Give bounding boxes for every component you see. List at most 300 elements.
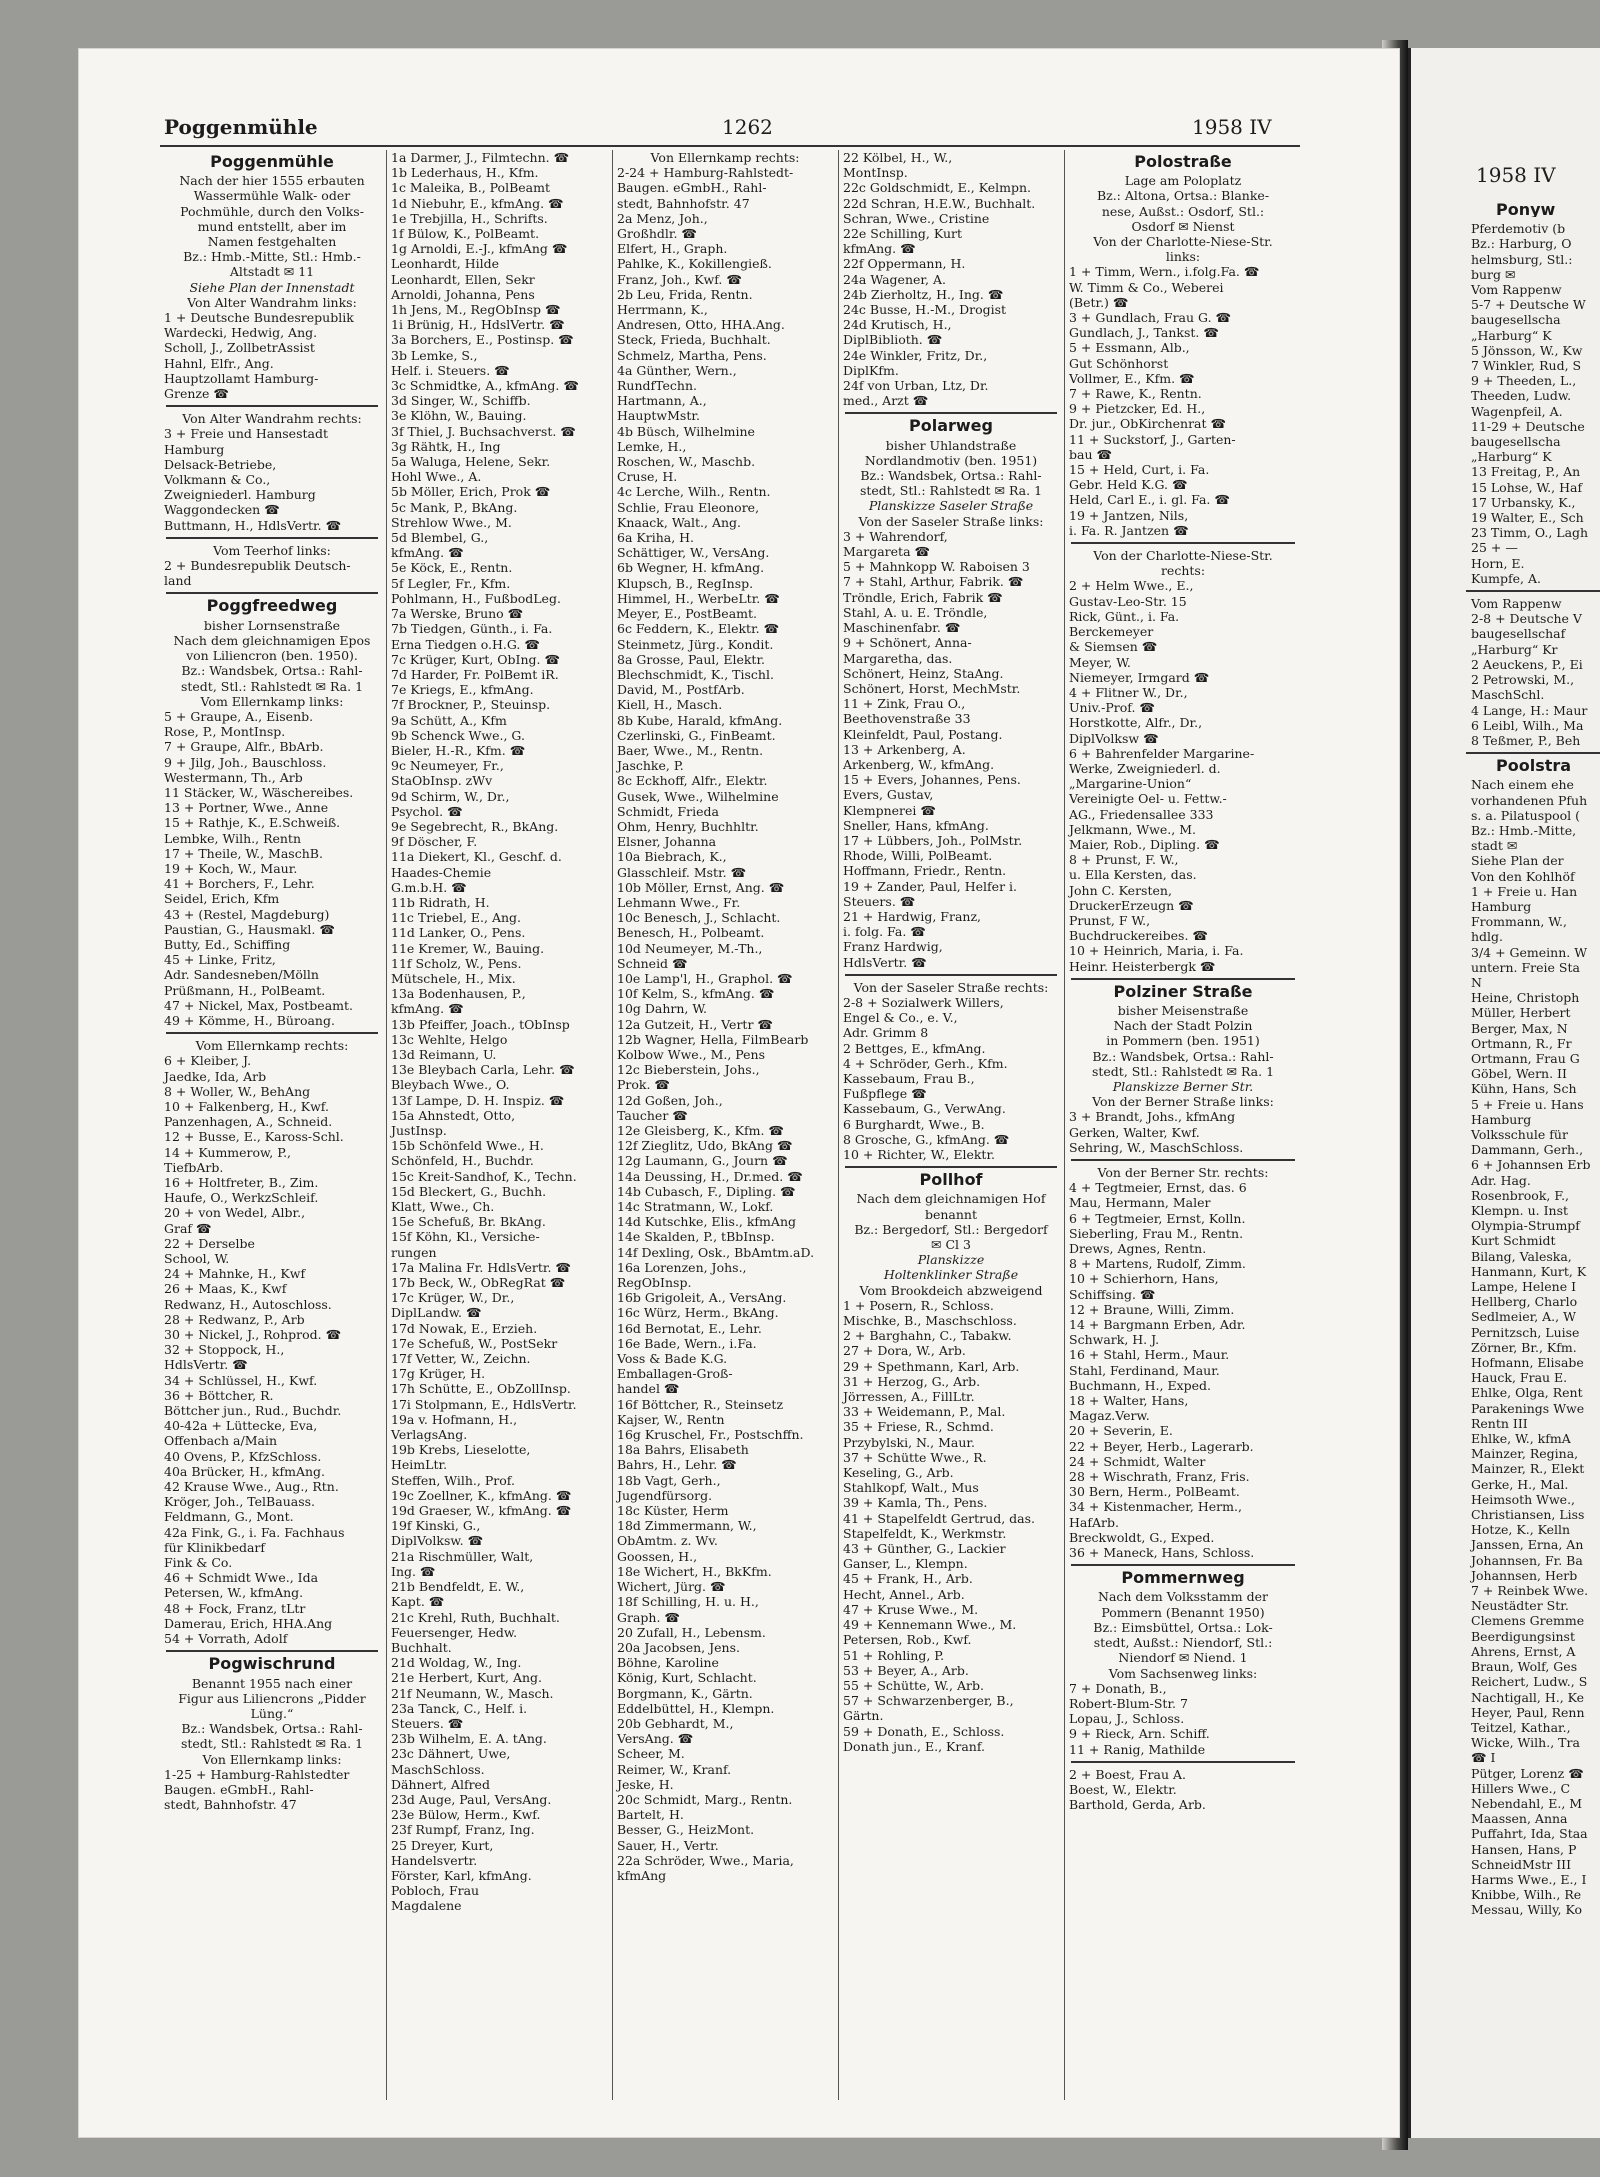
resident-entry: Gundlach, J., Tankst. ☎ <box>1069 325 1219 341</box>
street-note: bisher Uhlandstraße <box>885 437 1017 453</box>
resident-entry: Meyer, E., PostBeamt. <box>617 606 758 622</box>
resident-entry: Kiell, H., Masch. <box>617 697 723 713</box>
resident-entry: 28 + Redwanz, P., Arb <box>164 1311 305 1327</box>
resident-entry: 9 + Theeden, L., <box>1471 373 1577 389</box>
resident-entry: 1 + Timm, Wern., i.folg.Fa. ☎ <box>1069 264 1260 280</box>
resident-entry: W. Timm & Co., Weberei <box>1069 279 1224 295</box>
resident-entry: Adr. Grimm 8 <box>843 1025 929 1041</box>
resident-entry: 17 Urbansky, K., <box>1471 494 1576 510</box>
resident-entry: 1c Maleika, B., PolBeamt <box>391 180 550 196</box>
resident-entry: 15 + Rathje, K., E.Schweiß. <box>164 815 341 831</box>
resident-entry: 45 + Linke, Fritz, <box>164 952 276 968</box>
resident-entry: 23 Timm, O., Lagh <box>1471 525 1589 541</box>
resident-entry: Hahnl, Elfr., Ang. <box>164 355 274 371</box>
resident-entry: Blechschmidt, K., Tischl. <box>617 666 774 682</box>
resident-entry: 16f Böttcher, R., Steinsetz <box>617 1396 784 1412</box>
resident-entry: Schneid ☎ <box>617 955 688 971</box>
resident-entry: N <box>1471 974 1482 990</box>
resident-entry: Janssen, Erna, An <box>1471 1537 1584 1553</box>
resident-entry: Besser, G., HeizMont. <box>617 1822 755 1838</box>
resident-entry: Feldmann, G., Mont. <box>164 1509 294 1525</box>
resident-entry: 1g Arnoldi, E.-J., kfmAng ☎ <box>391 241 568 257</box>
resident-entry: 46 + Schmidt Wwe., Ida <box>164 1570 319 1586</box>
resident-entry: „Harburg“ K <box>1471 327 1552 343</box>
resident-entry: 24a Wagener, A. <box>843 271 946 287</box>
resident-entry: Harms Wwe., E., I <box>1471 1871 1587 1887</box>
resident-entry: 7 + Reinbek Wwe. <box>1471 1583 1589 1599</box>
resident-entry: Puffahrt, Ida, Staa <box>1471 1826 1588 1842</box>
resident-entry: HdlsVertr. ☎ <box>164 1357 248 1373</box>
resident-entry: 8 + Prunst, F. W., <box>1069 852 1179 868</box>
resident-entry: Wichert, Jürg. ☎ <box>617 1579 726 1595</box>
resident-entry: 21e Herbert, Kurt, Ang. <box>391 1670 543 1686</box>
resident-entry: Johannsen, Fr. Ba <box>1471 1552 1583 1568</box>
resident-entry: Engel & Co., e. V., <box>843 1010 958 1026</box>
street-note: Von Alter Wandrahm rechts: <box>182 411 362 427</box>
resident-entry: Seidel, Erich, Kfm <box>164 891 280 907</box>
resident-entry: 15 + Evers, Johannes, Pens. <box>843 772 1021 788</box>
resident-entry: „Harburg“ Kr <box>1471 641 1558 657</box>
plan-reference: Planskizze Saseler Straße <box>868 498 1034 514</box>
resident-entry: Wagenpfeil, A. <box>1471 403 1563 419</box>
resident-entry: 7f Brockner, P., Steuinsp. <box>391 697 551 713</box>
resident-entry: Roschen, W., Maschb. <box>617 454 756 470</box>
resident-entry: 28 + Wischrath, Franz, Fris. <box>1069 1469 1250 1485</box>
resident-entry: 5c Mank, P., BkAng. <box>391 499 518 515</box>
street-note: Vom Brookdeich abzweigend <box>859 1282 1043 1298</box>
resident-entry: Baugen. eGmbH., Rahl- <box>164 1781 314 1797</box>
resident-entry: Himmel, H., WerbeLtr. ☎ <box>617 590 780 606</box>
resident-entry: 5 + Freie u. Hans <box>1471 1096 1584 1112</box>
resident-entry: untern. Freie Sta <box>1471 959 1580 975</box>
header-page-number: 1262 <box>722 115 773 139</box>
resident-entry: Volksschule für <box>1471 1126 1568 1142</box>
resident-entry: Ehlke, W., kfmA <box>1471 1431 1571 1447</box>
resident-entry: Ing. ☎ <box>391 1563 436 1579</box>
resident-entry: Bartelt, H. <box>617 1807 684 1823</box>
resident-entry: Horn, E. <box>1471 555 1525 571</box>
resident-entry: Fink & Co. <box>164 1555 233 1571</box>
facing-page <box>1408 48 1600 2138</box>
resident-entry: DruckerErzeugn ☎ <box>1069 897 1194 913</box>
resident-entry: Steinmetz, Jürg., Kondit. <box>617 636 774 652</box>
resident-entry: 24d Krutisch, H., <box>843 317 952 333</box>
resident-entry: Przybylski, N., Maur. <box>843 1434 975 1450</box>
resident-entry: Prok. ☎ <box>617 1077 671 1093</box>
resident-entry: Großhdlr. ☎ <box>617 226 698 242</box>
resident-entry: 36 + Maneck, Hans, Schloss. <box>1069 1545 1255 1561</box>
resident-entry: 3f Thiel, J. Buchsachverst. ☎ <box>391 423 576 439</box>
resident-entry: Ehlke, Olga, Rent <box>1471 1385 1583 1401</box>
resident-entry: 20c Schmidt, Marg., Rentn. <box>617 1791 793 1807</box>
resident-entry: 7 + Stahl, Arthur, Fabrik. ☎ <box>843 574 1024 590</box>
resident-entry: 19 Walter, E., Sch <box>1471 510 1584 526</box>
resident-entry: Grenze ☎ <box>164 386 229 402</box>
resident-entry: 5a Waluga, Helene, Sekr. <box>391 454 551 470</box>
resident-entry: Horstkotte, Alfr., Dr., <box>1069 715 1203 731</box>
column-5 <box>1064 150 1301 2100</box>
resident-entry: 9f Döscher, F. <box>391 834 478 850</box>
resident-entry: Herrmann, K., <box>617 302 708 318</box>
resident-entry: 9e Segebrecht, R., BkAng. <box>391 818 559 834</box>
resident-entry: 15f Köhn, Kl., Versiche- <box>391 1229 540 1245</box>
resident-entry: Damerau, Erich, HHA.Ang <box>164 1615 333 1631</box>
section-divider <box>845 974 1057 976</box>
resident-entry: Donath jun., E., Kranf. <box>843 1738 986 1754</box>
resident-entry: Univ.-Prof. ☎ <box>1069 700 1155 716</box>
resident-entry: Böttcher jun., Rud., Buchdr. <box>164 1403 342 1419</box>
resident-entry: 22e Schilling, Kurt <box>843 226 962 242</box>
resident-entry: Drews, Agnes, Rentn. <box>1069 1241 1207 1257</box>
resident-entry: Steck, Frieda, Buchhalt. <box>617 332 771 348</box>
resident-entry: Haades-Chemie <box>391 864 492 880</box>
resident-entry: 5d Blembel, G., <box>391 530 489 546</box>
street-note: Von der Charlotte-Niese-Str. <box>1093 234 1273 250</box>
resident-entry: 10f Kelm, S., kfmAng. ☎ <box>617 986 775 1002</box>
resident-entry: 30 + Nickel, J., Rohprod. ☎ <box>164 1327 342 1343</box>
street-note: Von der Charlotte-Niese-Str. <box>1093 548 1273 564</box>
resident-entry: 19a v. Hofmann, H., <box>391 1411 518 1427</box>
resident-entry: 5 + Mahnkopp W. Raboisen 3 <box>843 559 1030 575</box>
resident-entry: 13 + Portner, Wwe., Anne <box>164 800 329 816</box>
resident-entry: Mütschele, H., Mix. <box>391 970 516 986</box>
resident-entry: 2-24 + Hamburg-Rahlstedt- <box>617 165 794 181</box>
resident-entry: Bahrs, H., Lehr. ☎ <box>617 1457 737 1473</box>
resident-entry: Neustädter Str. <box>1471 1598 1569 1614</box>
resident-entry: HdlsVertr. ☎ <box>843 954 927 970</box>
resident-entry: Rhode, Willi, PolBeamt. <box>843 848 993 864</box>
resident-entry: HeimLtr. <box>391 1457 448 1473</box>
resident-entry: 2 + Helm Wwe., E., <box>1069 578 1194 594</box>
street-note: Wassermühle Walk- oder <box>193 188 351 204</box>
resident-entry: Klempnerei ☎ <box>843 802 936 818</box>
resident-entry: Haufe, O., WerkzSchleif. <box>164 1190 319 1206</box>
resident-entry: 14f Dexling, Osk., BbAmtm.aD. <box>617 1244 815 1260</box>
resident-entry: 10b Möller, Ernst, Ang. ☎ <box>617 879 785 895</box>
resident-entry: 7e Kriegs, E., kfmAng. <box>391 682 534 698</box>
resident-entry: 18 + Walter, Hans, <box>1069 1393 1189 1409</box>
resident-entry: Ortmann, R., Fr <box>1471 1035 1572 1051</box>
street-note: Figur aus Liliencrons „Pidder <box>178 1690 366 1706</box>
resident-entry: Olympia-Strumpf <box>1471 1218 1580 1234</box>
resident-entry: Scheer, M. <box>617 1746 685 1762</box>
resident-entry: 24b Zierholtz, H., Ing. ☎ <box>843 286 1004 302</box>
resident-entry: Bilang, Valeska, <box>1471 1248 1572 1264</box>
street-note: stedt, Stl.: Rahlstedt ✉ Ra. 1 <box>859 483 1043 499</box>
resident-entry: i. folg. Fa. ☎ <box>843 924 926 940</box>
resident-entry: 1f Bülow, K., PolBeamt. <box>391 226 540 242</box>
resident-entry: 1d Niebuhr, E., kfmAng. ☎ <box>391 195 564 211</box>
resident-entry: Gusek, Wwe., Wilhelmine <box>617 788 779 804</box>
resident-entry: Steuers. ☎ <box>391 1715 464 1731</box>
street-note: Von der Berner Str. rechts: <box>1097 1165 1269 1180</box>
resident-entry: School, W. <box>164 1251 230 1267</box>
street-heading: Poolstra <box>1496 758 1572 774</box>
resident-entry: 10 + Schierhorn, Hans, <box>1069 1271 1219 1287</box>
section-divider <box>166 1032 378 1034</box>
resident-entry: 11 + Suckstorf, J., Garten- <box>1069 431 1236 447</box>
resident-entry: 16b Grigoleit, A., VersAng. <box>617 1290 787 1306</box>
resident-entry: Adr. Sandesneben/Mölln <box>164 967 319 983</box>
resident-entry: 18f Schilling, H. u. H., <box>617 1594 759 1610</box>
resident-entry: Kapt. ☎ <box>391 1594 445 1610</box>
resident-entry: 7b Tiedgen, Günth., i. Fa. <box>391 621 553 637</box>
resident-entry: Hohl Wwe., A. <box>391 469 482 485</box>
resident-entry: 12b Wagner, Hella, FilmBearb <box>617 1031 809 1047</box>
resident-entry: Hofmann, Elisabe <box>1471 1355 1584 1371</box>
resident-entry: 14a Deussing, H., Dr.med. ☎ <box>617 1168 803 1184</box>
resident-entry: Schwark, H. J. <box>1069 1332 1160 1348</box>
section-divider <box>845 412 1057 414</box>
section-divider <box>1071 1761 1295 1763</box>
resident-entry: Gerken, Walter, Kwf. <box>1069 1124 1200 1140</box>
resident-entry: Baugen. eGmbH., Rahl- <box>617 180 767 196</box>
resident-entry: 9d Schirm, W., Dr., <box>391 788 510 804</box>
resident-entry: DiplLandw. ☎ <box>391 1305 482 1321</box>
resident-entry: 35 + Friese, R., Schmd. <box>843 1419 994 1435</box>
resident-entry: 14b Cubasch, F., Dipling. ☎ <box>617 1183 796 1199</box>
resident-entry: Steuers. ☎ <box>843 893 916 909</box>
resident-entry: 13 Freitag, P., An <box>1471 464 1581 480</box>
resident-entry: Messau, Willy, Ko <box>1471 1902 1582 1918</box>
plan-reference: Planskizze <box>917 1252 985 1268</box>
resident-entry: (Betr.) ☎ <box>1069 294 1129 310</box>
resident-entry: Schran, Wwe., Cristine <box>843 210 990 226</box>
resident-entry: Ahrens, Ernst, A <box>1471 1643 1576 1659</box>
street-note: Vom Ellernkamp links: <box>200 693 344 709</box>
resident-entry: 19 + Zander, Paul, Helfer i. <box>843 878 1017 894</box>
resident-entry: 22a Schröder, Wwe., Maria, <box>617 1852 794 1868</box>
resident-entry: 7 + Graupe, Alfr., BbArb. <box>164 739 324 755</box>
resident-entry: Ortmann, Frau G <box>1471 1050 1580 1066</box>
street-note: stedt, Stl.: Rahlstedt ✉ Ra. 1 <box>180 678 364 694</box>
resident-entry: 2 Aeuckens, P., Ei <box>1471 656 1583 672</box>
resident-entry: 20 + von Wedel, Albr., <box>164 1205 306 1221</box>
resident-entry: 5e Köck, E., Rentn. <box>391 560 513 576</box>
resident-entry: Margareta ☎ <box>843 544 931 560</box>
resident-entry: „Harburg“ K <box>1471 449 1552 465</box>
resident-entry: Ganser, L., Klempn. <box>843 1556 968 1572</box>
section-divider <box>1071 542 1295 544</box>
resident-entry: 17c Krüger, W., Dr., <box>391 1290 515 1306</box>
resident-entry: 15 Lohse, W., Haf <box>1471 479 1583 495</box>
resident-entry: 9a Schütt, A., Kfm <box>391 712 507 728</box>
resident-entry: 12 + Busse, E., Kaross-Schl. <box>164 1129 344 1145</box>
resident-entry: DiplKfm. <box>843 362 899 378</box>
resident-entry: Buchmann, H., Exped. <box>1069 1377 1212 1393</box>
resident-entry: 6 + Johannsen Erb <box>1471 1157 1591 1173</box>
resident-entry: Ohm, Henry, Buchhltr. <box>617 818 759 834</box>
resident-entry: 7 + Rawe, K., Rentn. <box>1069 386 1202 402</box>
resident-entry: Förster, Karl, kfmAng. <box>391 1867 532 1883</box>
resident-entry: 11a Diekert, Kl., Geschf. d. <box>391 849 562 865</box>
resident-entry: Nach einem ehe <box>1471 777 1574 793</box>
resident-entry: Magdalene <box>391 1898 462 1914</box>
resident-entry: 36 + Böttcher, R. <box>164 1387 274 1403</box>
resident-entry: Hansen, Hans, P <box>1471 1841 1577 1857</box>
resident-entry: 12c Bieberstein, Johs., <box>617 1062 760 1078</box>
resident-entry: 16a Lorenzen, Johs., <box>617 1259 747 1275</box>
resident-entry: Lembke, Wilh., Rentn <box>164 830 301 846</box>
section-divider <box>166 1650 378 1652</box>
resident-entry: Knibbe, Wilh., Re <box>1471 1887 1582 1903</box>
resident-entry: 18d Zimmermann, W., <box>617 1518 757 1534</box>
resident-entry: 17e Schefuß, W., PostSekr <box>391 1335 558 1351</box>
resident-entry: 10e Lamp'l, H., Graphol. ☎ <box>617 970 793 986</box>
resident-entry: 8c Eckhoff, Alfr., Elektr. <box>617 773 768 789</box>
resident-entry: 15c Kreit-Sandhof, K., Techn. <box>391 1168 577 1184</box>
resident-entry: Tröndle, Erich, Fabrik ☎ <box>843 589 1003 605</box>
resident-entry: 24 + Mahnke, H., Kwf <box>164 1266 306 1282</box>
resident-entry: handel ☎ <box>617 1381 680 1397</box>
resident-entry: Hauck, Frau E. <box>1471 1370 1568 1386</box>
resident-entry: 5b Möller, Erich, Prok ☎ <box>391 484 551 500</box>
resident-entry: Margaretha, das. <box>843 650 953 666</box>
resident-entry: 19f Kinski, G., <box>391 1518 481 1534</box>
street-note: Von der Saseler Straße links: <box>858 513 1044 529</box>
resident-entry: 2-8 + Deutsche V <box>1471 611 1582 627</box>
resident-entry: 6c Feddern, K., Elektr. ☎ <box>617 621 780 637</box>
resident-entry: Kröger, Joh., TelBauass. <box>164 1494 316 1510</box>
resident-entry: Mainzer, R., Elekt <box>1471 1461 1585 1477</box>
resident-entry: MontInsp. <box>843 165 908 181</box>
resident-entry: Hamburg <box>164 441 225 457</box>
resident-entry: 22 Kölbel, H., W., <box>843 150 953 165</box>
resident-entry: 17h Schütte, E., ObZollInsp. <box>391 1381 571 1397</box>
street-heading: Pogwischrund <box>208 1656 336 1674</box>
resident-entry: 34 + Schlüssel, H., Kwf. <box>164 1372 318 1388</box>
plan-reference: Holtenklinker Straße <box>883 1267 1019 1283</box>
section-divider <box>166 592 378 594</box>
resident-entry: Kassebaum, Frau B., <box>843 1070 975 1086</box>
street-note: Von der Berner Straße links: <box>1092 1094 1274 1110</box>
resident-entry: Kolbow Wwe., M., Pens <box>617 1046 766 1062</box>
resident-entry: Klatt, Wwe., Ch. <box>391 1199 495 1215</box>
resident-entry: u. Ella Kersten, das. <box>1069 867 1197 883</box>
resident-entry: Buchhalt. <box>391 1639 452 1655</box>
resident-entry: 2 Petrowski, M., <box>1471 672 1575 688</box>
resident-entry: 10d Neumeyer, M.-Th., <box>617 940 763 956</box>
resident-entry: 41 + Stapelfeldt Gertrud, das. <box>843 1510 1035 1526</box>
resident-entry: 4b Büsch, Wilhelmine <box>617 423 755 439</box>
resident-entry: 8 Grosche, G., kfmAng. ☎ <box>843 1131 1010 1147</box>
resident-entry: 59 + Donath, E., Schloss. <box>843 1723 1005 1739</box>
resident-entry: Maschinenfabr. ☎ <box>843 620 961 636</box>
street-heading: Polarweg <box>909 418 993 436</box>
resident-entry: Werke, Zweigniederl. d. <box>1069 760 1221 776</box>
resident-entry: 2 + Boest, Frau A. <box>1069 1766 1186 1782</box>
resident-entry: Schättiger, W., VersAng. <box>617 545 770 561</box>
resident-entry: Schönfeld, H., Buchdr. <box>391 1153 534 1169</box>
resident-entry: 48 + Fock, Franz, tLtr <box>164 1600 306 1616</box>
street-note: nese, Außst.: Osdorf, Stl.: <box>1101 203 1265 219</box>
resident-entry: JustInsp. <box>391 1123 447 1138</box>
resident-entry: Vom Rappenw <box>1471 282 1562 298</box>
resident-entry: 13c Wehlte, Helgo <box>391 1031 508 1047</box>
resident-entry: Jaedke, Ida, Arb <box>164 1068 267 1084</box>
street-note: Bz.: Bergedorf, Stl.: Bergedorf <box>854 1221 1048 1237</box>
resident-entry: Pernitzsch, Luise <box>1471 1324 1580 1340</box>
resident-entry: Scholl, J., ZollbetrAssist <box>164 340 315 356</box>
resident-entry: Schönert, Heinz, StaAng. <box>843 665 1004 681</box>
resident-entry: 5 Jönsson, W., Kw <box>1471 342 1583 358</box>
street-note: rechts: <box>1160 563 1206 579</box>
column-2 <box>386 150 611 2100</box>
resident-entry: Borgmann, K., Gärtn. <box>617 1685 753 1701</box>
street-note: Benannt 1955 nach einer <box>191 1675 353 1691</box>
resident-entry: 5 + Essmann, Alb., <box>1069 340 1190 356</box>
street-note: Altstadt ✉ 11 <box>229 264 315 280</box>
street-note: Niendorf ✉ Niend. 1 <box>1118 1650 1248 1666</box>
resident-entry: 13b Pfeiffer, Joach., tObInsp <box>391 1016 570 1032</box>
street-note: stedt, Außst.: Niendorf, Stl.: <box>1093 1635 1273 1651</box>
resident-entry: bau ☎ <box>1069 446 1113 462</box>
resident-entry: Psychol. ☎ <box>391 803 463 819</box>
street-note: Osdorf ✉ Nienst <box>1131 218 1235 234</box>
resident-entry: 10g Dahrn, W. <box>617 1001 708 1017</box>
resident-entry: 1i Brünig, H., HdslVertr. ☎ <box>391 317 565 333</box>
resident-entry: Gerke, H., Mal. <box>1471 1476 1569 1492</box>
resident-entry: SchneidMstr III <box>1471 1856 1572 1872</box>
street-note: Nordlandmotiv (ben. 1951) <box>864 452 1038 468</box>
resident-entry: 16c Würz, Herm., BkAng. <box>617 1305 779 1321</box>
resident-entry: 6b Wegner, H. kfmAng. <box>617 560 765 576</box>
street-note: Bz.: Altona, Ortsa.: Blanke- <box>1096 188 1270 204</box>
resident-entry: Vereinigte Oel- u. Fettw.- <box>1069 791 1227 807</box>
resident-entry: Lemke, H., <box>617 438 687 454</box>
resident-entry: Niemeyer, Irmgard ☎ <box>1069 669 1210 685</box>
resident-entry: 16e Bade, Wern., i.Fa. <box>617 1335 757 1351</box>
resident-entry: Braun, Wolf, Ges <box>1471 1659 1578 1675</box>
resident-entry: baugesellscha <box>1471 434 1561 450</box>
resident-entry: 42 Krause Wwe., Aug., Rtn. <box>164 1479 339 1495</box>
resident-entry: 55 + Schütte, W., Arb. <box>843 1677 984 1693</box>
resident-entry: 14d Kutschke, Elis., kfmAng <box>617 1214 796 1230</box>
resident-entry: stadt ✉ <box>1471 838 1518 854</box>
resident-entry: 11 Stäcker, W., Wäschereibes. <box>164 784 354 800</box>
resident-entry: 33 + Weidemann, P., Mal. <box>843 1404 1006 1420</box>
resident-entry: 17 + Theile, W., MaschB. <box>164 845 323 861</box>
resident-entry: 27 + Dora, W., Arb. <box>843 1343 966 1359</box>
resident-entry: 11b Ridrath, H. <box>391 894 490 910</box>
resident-entry: Schönert, Horst, MechMstr. <box>843 680 1021 696</box>
resident-entry: MaschSchloss. <box>391 1761 485 1777</box>
resident-entry: Wardecki, Hedwig, Ang. <box>164 325 318 341</box>
resident-entry: Hillers Wwe., C <box>1471 1780 1571 1796</box>
street-note: bisher Lornsenstraße <box>203 617 341 633</box>
resident-entry: 3b Lemke, S., <box>391 347 478 363</box>
resident-entry: DiplBiblioth. ☎ <box>843 332 943 348</box>
facing-page-column <box>1411 198 1600 1918</box>
resident-entry: 18e Wichert, H., BkKfm. <box>617 1563 772 1579</box>
resident-entry: 6a Kriha, H. <box>617 530 695 546</box>
resident-entry: 42a Fink, G., i. Fa. Fachhaus <box>164 1524 345 1540</box>
running-header <box>82 115 1322 141</box>
resident-entry: Theeden, Ludw. <box>1471 388 1572 404</box>
resident-entry: Teitzel, Kathar., <box>1471 1719 1571 1735</box>
resident-entry: 34 + Kistenmacher, Herm., <box>1069 1499 1242 1515</box>
resident-entry: 16 + Holtfreter, B., Zim. <box>164 1175 319 1190</box>
section-divider <box>166 537 378 539</box>
resident-entry: 5 + Graupe, A., Eisenb. <box>164 708 314 724</box>
resident-entry: Buchdruckereibes. ☎ <box>1069 928 1208 944</box>
resident-entry: Heine, Christoph <box>1471 990 1580 1006</box>
resident-entry: 8a Grosse, Paul, Elektr. <box>617 651 766 667</box>
resident-entry: Sieberling, Frau M., Rentn. <box>1069 1225 1244 1241</box>
resident-entry: Reimer, W., Kranf. <box>617 1761 732 1777</box>
resident-entry: Elsner, Johanna <box>617 834 717 850</box>
resident-entry: 32 + Stoppock, H., <box>164 1342 285 1358</box>
